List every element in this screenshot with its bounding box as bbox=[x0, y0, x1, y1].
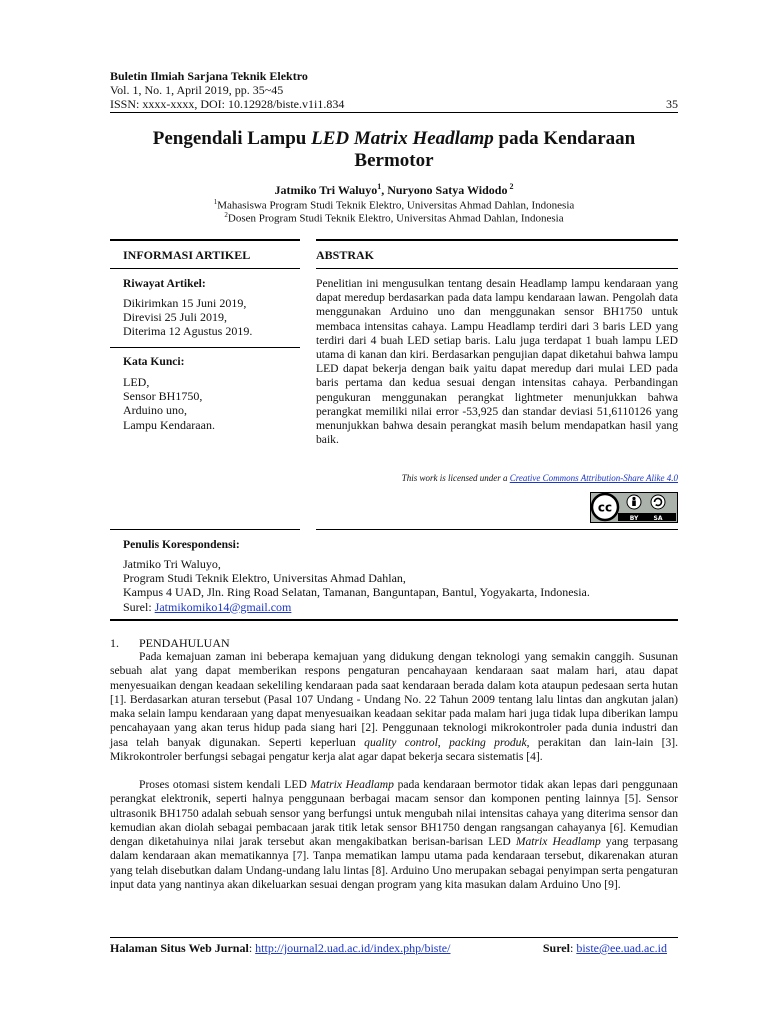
keyword-item: LED, bbox=[123, 375, 150, 389]
p2-text-c: yang terpasang dalam kendaraan akan mematikannya [7]. Tanpa mematikan lampu utama pada kendaraan tersebut, dikarenakan aturan yang telah disebutkan dalam Undang-undang lalu lintas [8]. Arduino Uno merupakan sebagai penyimpan serta pengaturan input data yang nantinya akan dikeluarkan sesuai dengan program yang kita masukan dalam Arduino Uno [9]. bbox=[110, 835, 678, 892]
correspondence-name: Jatmiko Tri Waluyo, bbox=[123, 557, 221, 571]
keyword-item: Lampu Kendaraan. bbox=[123, 417, 215, 432]
correspondence-heading: Penulis Korespondensi: bbox=[123, 538, 240, 551]
info-bottom-rule bbox=[110, 529, 300, 530]
title-part1: Pengendali Lampu bbox=[152, 128, 312, 149]
footer-rule bbox=[110, 937, 678, 938]
p1-text-b: , bbox=[437, 735, 450, 749]
history-list bbox=[123, 296, 252, 339]
p2-text-a: Proses otomasi sistem kendali LED bbox=[139, 778, 311, 791]
p1-italic-1: quality control bbox=[364, 735, 438, 749]
affil-1-text: Mahasiswa Program Studi Teknik Elektro, Universitas Ahmad Dahlan, Indonesia bbox=[217, 199, 575, 212]
title-line2: Bermotor bbox=[354, 150, 434, 171]
p1-text-a: Pada kemajuan zaman ini beberapa kemajuan yang didukung dengan teknologi yang semakin canggih. Susunan sebuah alat yang dapat memberikan respons pengaturan pencahayaan kendaraan saat malam hari, atau dapat menyesuaikan dengan keadaan sekeliling kendaraan pada saat kendaraan berada dalam kota ataupun pedesaan serta hutan [1]. Berdasarkan aturan tersebut (Pasal 107 Undang - Undang No. 22 Tahun 2009 tentang lalu lintas dan angkutan jalan) maka selain lampu kendaraan yang dapat menyesuaikan keadaan sekitar pada malam hari juga tidak lupa diberikan lampu pencahayaan yang akan terus hidup pada siang hari [2]. Penggunaan teknologi mikrokontroler pada dunia industri dan jasa telah banyak digunakan. Seperti keperluan bbox=[110, 650, 678, 749]
cc-sa-label: SA bbox=[653, 515, 663, 522]
history-item: Dikirimkan 15 Juni 2019, bbox=[123, 296, 247, 310]
abstract-bottom-rule bbox=[316, 529, 678, 530]
history-bottom-rule bbox=[110, 347, 300, 348]
correspondence-dept: Program Studi Teknik Elektro, Universitas Ahmad Dahlan, bbox=[123, 571, 406, 586]
keywords-heading: Kata Kunci: bbox=[123, 355, 185, 368]
history-heading: Riwayat Artikel: bbox=[123, 277, 206, 290]
keyword-item: Arduino uno, bbox=[123, 403, 187, 418]
footer-site-link[interactable]: http://journal2.uad.ac.id/index.php/biste/ bbox=[255, 941, 451, 955]
paragraph-1 bbox=[110, 650, 678, 764]
info-mid-rule bbox=[110, 268, 300, 269]
page-number: 35 bbox=[666, 97, 678, 111]
paper-title bbox=[110, 128, 678, 172]
p2-italic-2: Matrix Headlamp bbox=[515, 835, 601, 849]
correspondence-email-line bbox=[123, 600, 590, 614]
author-1: Jatmiko Tri Waluyo bbox=[274, 183, 378, 197]
p2-text-b: pada kendaraan bermotor tidak akan lepas dari penggunaan perangkat elektronik, seperti halnya penggunaan berbagai macam sensor dan komponen penting lainnya [5]. Sensor ultrasonik BH1750 adalah sebuah sensor yang berfungsi untuk mengubah nilai intensitas cahaya yang diterima sensor dan kemudian akan diolah sebagai pembacaan jarak titik letak sensor BH1750 dengan rangsangan cahayanya [6]. Kemudian dengan diketahuinya nilai jarak tersebut akan mengakibatkan berisan-barisan LED bbox=[110, 778, 678, 849]
affil-1-sup: 1 bbox=[213, 198, 218, 206]
journal-issn: ISSN: xxxx-xxxx, DOI: 10.12928/biste.v1i1.834 bbox=[110, 97, 345, 111]
keyword-item: Sensor BH1750, bbox=[123, 389, 203, 404]
abstract-top-rule bbox=[316, 239, 678, 241]
history-item: Direvisi 25 Juli 2019, bbox=[123, 310, 227, 325]
footer-email bbox=[543, 941, 667, 956]
history-item: Diterima 12 Agustus 2019. bbox=[123, 324, 253, 339]
affil-2-text: Dosen Program Studi Teknik Elektro, Universitas Ahmad Dahlan, Indonesia bbox=[227, 212, 564, 225]
title-part3: pada Kendaraan bbox=[493, 128, 636, 149]
header-divider bbox=[110, 112, 678, 113]
page-footer bbox=[110, 941, 678, 956]
correspondence-address: Kampus 4 UAD, Jln. Ring Road Selatan, Tamanan, Banguntapan, Bantul, Yogyakarta, Indonesia. bbox=[123, 585, 590, 600]
author-list bbox=[110, 182, 678, 198]
email-label: Surel: bbox=[123, 599, 155, 614]
author-2-sup: 2 bbox=[507, 182, 514, 191]
affil-2-sup: 2 bbox=[224, 211, 228, 219]
abstract-mid-rule bbox=[316, 268, 678, 269]
article-info-heading: INFORMASI ARTIKEL bbox=[123, 248, 251, 262]
license-prefix: This work is licensed under a bbox=[401, 473, 510, 483]
footer-site-sep: : bbox=[248, 941, 256, 955]
author-2: Nuryono Satya Widodo bbox=[387, 183, 508, 197]
affiliation-2 bbox=[110, 211, 678, 225]
section-heading: PENDAHULUAN bbox=[139, 636, 230, 650]
cc-by-sa-badge[interactable] bbox=[590, 492, 678, 523]
section-number: 1. bbox=[110, 636, 119, 650]
license-notice bbox=[316, 473, 678, 483]
p2-italic-1: Matrix Headlamp bbox=[310, 778, 394, 791]
affiliation-1 bbox=[110, 198, 678, 212]
author-separator: , bbox=[381, 183, 388, 197]
correspondence-block bbox=[123, 557, 590, 614]
keywords-list bbox=[123, 375, 215, 432]
license-link[interactable]: Creative Commons Attribution-Share Alike 4.0 bbox=[509, 473, 678, 483]
abstract-heading: ABSTRAK bbox=[316, 248, 375, 262]
svg-text:cc: cc bbox=[597, 500, 613, 515]
footer-email-sep: : bbox=[569, 941, 577, 955]
author-1-sup: 1 bbox=[377, 182, 382, 191]
cc-license-icon bbox=[590, 492, 678, 523]
footer-email-link[interactable]: biste@ee.uad.ac.id bbox=[576, 941, 667, 955]
front-matter-bottom-rule bbox=[110, 619, 678, 621]
p1-text-c: , perakitan dan lain-lain [3]. Mikrokontroler berfungsi sebagai pengatur kerja alat agar dapat bekerja secara sistematis [4]. bbox=[110, 735, 678, 764]
title-italic: LED Matrix Headlamp bbox=[311, 128, 494, 149]
cc-by-label: BY bbox=[629, 515, 639, 522]
journal-name: Buletin Ilmiah Sarjana Teknik Elektro bbox=[110, 69, 308, 83]
paragraph-2 bbox=[110, 778, 678, 892]
p1-italic-2: packing produk bbox=[449, 735, 527, 749]
correspondence-email-link[interactable]: Jatmikomiko14@gmail.com bbox=[154, 599, 292, 614]
journal-volume: Vol. 1, No. 1, April 2019, pp. 35~45 bbox=[110, 83, 284, 97]
footer-email-label: Surel bbox=[542, 941, 570, 955]
abstract-text: Penelitian ini mengusulkan tentang desain Headlamp lampu kendaraan yang dapat meredup berdasarkan pada data lampu kendaraan lawan. Pengolah data menggunakan Arduino uno dan menggunakan sensor BH1750 untuk membaca intensitas cahaya. Lampu Headlamp terdiri dari 3 baris LED yang terdiri dari 4 buah LED setiap baris. Lalu juga terdapat 1 buah lampu LED utama di kanan dan kiri. Berdasarkan pengujian dapat diketahui bahwa lampu LED dapat bekerja dengan baik yaitu dapat meredup dari mulai LED pada baris pertama dan kedua sesuai dengan intensitas cahaya. Perbandingan pengukuran menggunakan perangkat lightmeter menunjukkan bahwa perangkat memiliki nilai error -53,925 dan standar deviasi 51,6110126 yang menunjukkan bahwa desain perangkat masih belum mendapatkan hasil yang baik. bbox=[316, 277, 678, 447]
info-top-rule bbox=[110, 239, 300, 241]
footer-site-label: Halaman Situs Web Jurnal bbox=[110, 941, 249, 955]
